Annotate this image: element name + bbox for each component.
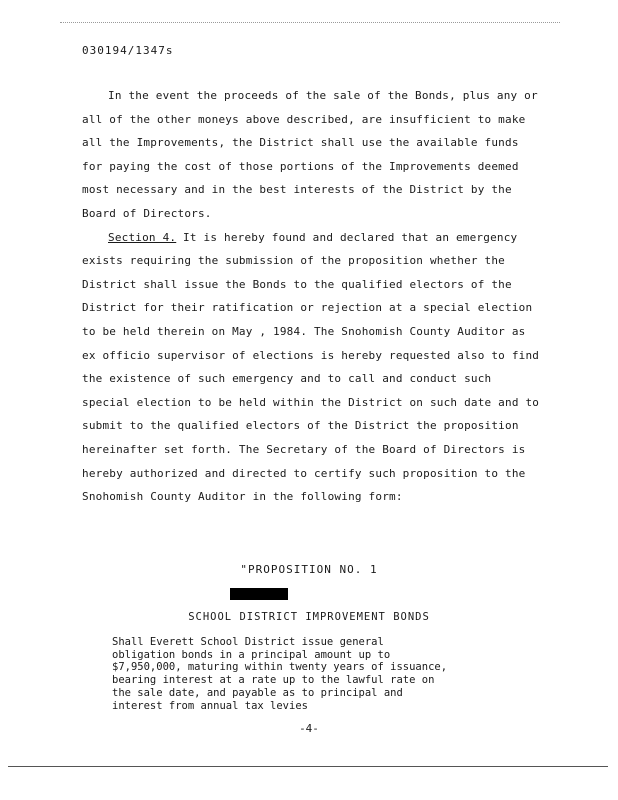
body-text: [82, 84, 544, 509]
paragraph-proceeds: In the event the proceeds of the sale of the Bonds, plus any or all of the other moneys above described, are insufficient to make all the Improvements, the District shall use the available funds for paying the cost of those portions of the Improvements deemed most necessary and in the best interests of the District by the Board of Directors.: [82, 89, 538, 220]
redaction-bar: [230, 588, 288, 600]
ballot-question-text: Shall Everett School District issue general obligation bonds in a principal amount up to $7,950,000, maturing within twenty years of issuance, bearing interest at a rate up to the lawful rate on the sale date, and payable as to principal and interest from annual tax levies: [112, 636, 448, 712]
paragraph-section-4: [82, 226, 544, 509]
proposition-title: "PROPOSITION NO. 1: [240, 563, 378, 576]
scan-artifact-bottom-line: [8, 766, 608, 767]
section-4-text: It is hereby found and declared that an emergency exists requiring the submission of the proposition whether the District shall issue the Bonds to the qualified electors of the District for their ratification or rejection at a special election to be held therein on May , 1984. The Snohomish County Auditor as ex officio supervisor of elections is hereby requested also to find the existence of such emergency and to call and conduct such special election to be held within the District on such date and to submit to the qualified electors of the District the proposition hereinafter set forth. The Secretary of the Board of Directors is hereby authorized and directed to certify such proposition to the Snohomish County Auditor in the following form:: [82, 230, 540, 504]
proposition-subtitle: SCHOOL DISTRICT IMPROVEMENT BONDS: [188, 611, 430, 623]
scan-artifact-top-line: [60, 22, 560, 23]
page-number: -4-: [299, 722, 319, 735]
section-label: Section 4.: [108, 230, 177, 244]
document-id: 030194/1347s: [82, 44, 174, 57]
